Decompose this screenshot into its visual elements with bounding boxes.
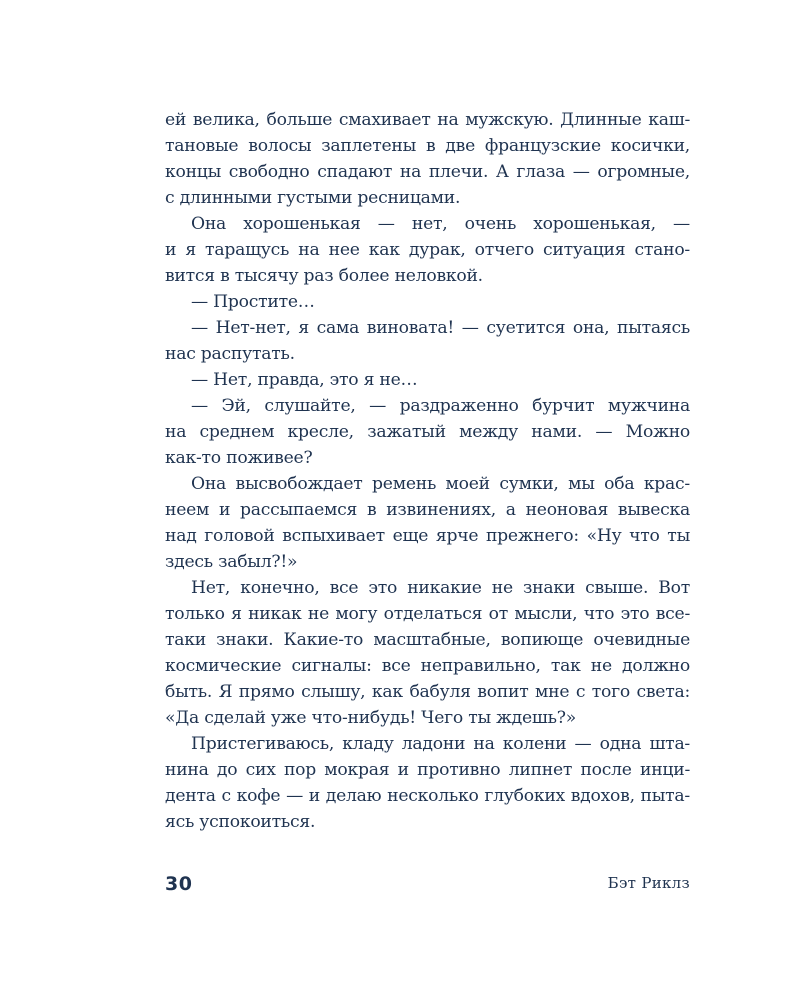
text-line: Пристегиваюсь, кладу ладони на колени — одна шта- [191, 734, 690, 754]
text-line: как-то поживее? [165, 448, 313, 468]
text-line: — Нет-нет, я сама виновата! — суетится она, пытаясь [191, 318, 690, 338]
text-line: только я никак не могу отделаться от мысли, что это все- [165, 604, 690, 624]
text-line: — Эй, слушайте, — раздраженно бурчит мужчина [191, 396, 690, 416]
text-line: на среднем кресле, зажатый между нами. — Можно [165, 422, 690, 442]
text-line: с длинными густыми ресницами. [165, 188, 461, 208]
text-line: дента с кофе — и делаю несколько глубоких вдохов, пыта- [165, 786, 690, 806]
body-text [165, 107, 690, 835]
text-line: таки знаки. Какие-то масштабные, вопиюще очевидные [165, 630, 690, 650]
text-line: тановые волосы заплетены в две французские косички, [165, 136, 690, 156]
page-number: 30 [165, 873, 193, 895]
text-line: «Да сделай уже что-нибудь! Чего ты ждешь?» [165, 708, 576, 728]
text-line: быть. Я прямо слышу, как бабуля вопит мне с того света: [165, 682, 690, 702]
text-line: нина до сих пор мокрая и противно липнет после инци- [165, 760, 690, 780]
text-line: неем и рассыпаемся в извинениях, а неоновая вывеска [165, 500, 690, 520]
text-line: Нет, конечно, все это никакие не знаки свыше. Вот [191, 578, 690, 598]
running-head-author: Бэт Риклз [607, 874, 690, 892]
text-line: ясь успокоиться. [165, 812, 316, 832]
text-line: — Простите… [191, 292, 315, 312]
text-line: космические сигналы: все неправильно, так не должно [165, 656, 690, 676]
text-line: вится в тысячу раз более неловкой. [165, 266, 483, 286]
text-line: ей велика, больше смахивает на мужскую. Длинные каш- [165, 110, 690, 130]
text-line: Она высвобождает ремень моей сумки, мы оба крас- [191, 474, 690, 494]
text-line: — Нет, правда, это я не… [191, 370, 418, 390]
text-line: над головой вспыхивает еще ярче прежнего: «Ну что ты [165, 526, 690, 546]
text-line: и я таращусь на нее как дурак, отчего ситуация стано- [165, 240, 690, 260]
text-line: Она хорошенькая — нет, очень хорошенькая, — [191, 214, 690, 234]
text-line: здесь забыл?!» [165, 552, 298, 572]
text-line: нас распутать. [165, 344, 295, 364]
text-line: концы свободно спадают на плечи. А глаза — огромные, [165, 162, 690, 182]
